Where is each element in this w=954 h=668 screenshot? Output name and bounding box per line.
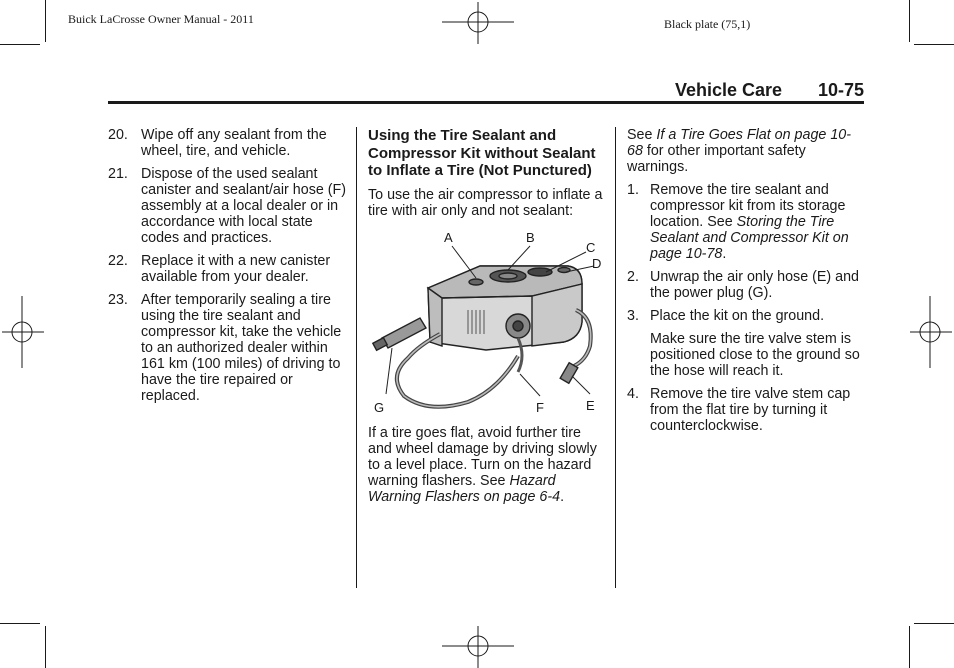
step-text: Wipe off any sealant from the wheel, tire, and vehicle.	[141, 127, 327, 159]
step-number: 4.	[627, 386, 639, 402]
step-text: Unwrap the air only hose (E) and the power plug (G).	[650, 269, 860, 301]
list-item	[108, 166, 348, 246]
list-item	[627, 182, 863, 262]
column-divider	[356, 127, 357, 588]
column-divider	[615, 127, 616, 588]
see-reference-paragraph	[627, 127, 863, 175]
callout-g: G	[374, 399, 385, 415]
step-number: 22.	[108, 253, 128, 269]
crop-mark	[909, 0, 910, 42]
list-item	[627, 386, 863, 434]
cross-reference-link[interactable]: If a Tire Goes Flat on page 10-68	[627, 127, 851, 159]
step-number: 21.	[108, 166, 128, 182]
step-text: Replace it with a new canister available from your dealer.	[141, 253, 331, 285]
list-item	[108, 127, 348, 159]
subsection-heading: Using the Tire Sealant and Compressor Kit without Sealant to Inflate a Tire (Not Punctured)	[368, 127, 596, 179]
callout-c: C	[586, 239, 596, 255]
paragraph-text: If a tire goes flat, avoid further tire and wheel damage by driving slowly to a level place. Turn on the hazard warning flashers. See	[368, 424, 597, 489]
step-text: Dispose of the used sealant canister and sealant/air hose (F) assembly at a local dealer or in accordance with local state codes and practices.	[141, 166, 347, 246]
crop-mark	[909, 626, 910, 668]
callout-e: E	[586, 397, 595, 413]
crop-mark	[0, 44, 40, 45]
step-text: After temporarily sealing a tire using the tire sealant and compressor kit, take the vehicle to an authorized dealer within 161 km (100 miles) of driving to have the tire repaired or replaced.	[141, 292, 342, 404]
column-3	[627, 127, 863, 441]
registration-mark-icon	[442, 626, 514, 668]
list-item	[108, 253, 348, 285]
crop-mark	[914, 623, 954, 624]
step-text: Place the kit on the ground.	[650, 308, 825, 324]
registration-mark-icon	[442, 2, 514, 44]
step-note: Make sure the tire valve stem is positioned close to the ground so the hose will reach it.	[650, 331, 860, 379]
cross-reference-link[interactable]: Hazard Warning Flashers on page 6-4	[368, 472, 561, 505]
step-text: Remove the tire sealant and compressor kit from its storage location. See	[650, 182, 846, 230]
callout-b: B	[526, 229, 535, 245]
step-number: 20.	[108, 127, 128, 143]
paragraph-text: See	[627, 127, 657, 143]
list-item	[108, 292, 348, 404]
page-number: 10-75	[817, 80, 864, 100]
column-2	[368, 127, 608, 512]
step-list	[108, 127, 348, 404]
hazard-paragraph	[368, 425, 608, 505]
paragraph-text: .	[560, 488, 565, 505]
section-name: Vehicle Care	[675, 80, 783, 100]
step-text: Remove the tire valve stem cap from the flat tire by turning it counterclockwise.	[650, 386, 851, 434]
paragraph-text: for other important safety warnings.	[627, 143, 806, 175]
step-list	[627, 182, 863, 324]
plate-label: Black plate (75,1)	[664, 17, 751, 31]
crop-mark	[45, 626, 46, 668]
header-rule	[108, 101, 864, 104]
column-1	[108, 127, 348, 411]
list-item	[627, 269, 863, 301]
callout-f: F	[536, 399, 544, 415]
crop-mark	[914, 44, 954, 45]
step-number: 3.	[627, 308, 639, 324]
callout-a: A	[444, 229, 453, 245]
crop-mark	[0, 623, 40, 624]
step-text: .	[722, 246, 727, 262]
registration-mark-icon	[2, 296, 44, 368]
step-list	[627, 386, 863, 434]
compressor-kit-illustration	[368, 226, 608, 418]
cross-reference-link[interactable]: Storing the Tire Sealant and Compressor Kit on page 10-78	[650, 214, 849, 262]
step-number: 23.	[108, 292, 128, 308]
list-item	[627, 308, 863, 324]
step-number: 1.	[627, 182, 639, 198]
manual-title: Buick LaCrosse Owner Manual - 2011	[68, 12, 254, 26]
step-number: 2.	[627, 269, 639, 285]
crop-mark	[45, 0, 46, 42]
intro-paragraph: To use the air compressor to inflate a tire with air only and not sealant:	[368, 186, 603, 219]
registration-mark-icon	[910, 296, 952, 368]
callout-d: D	[592, 255, 602, 271]
